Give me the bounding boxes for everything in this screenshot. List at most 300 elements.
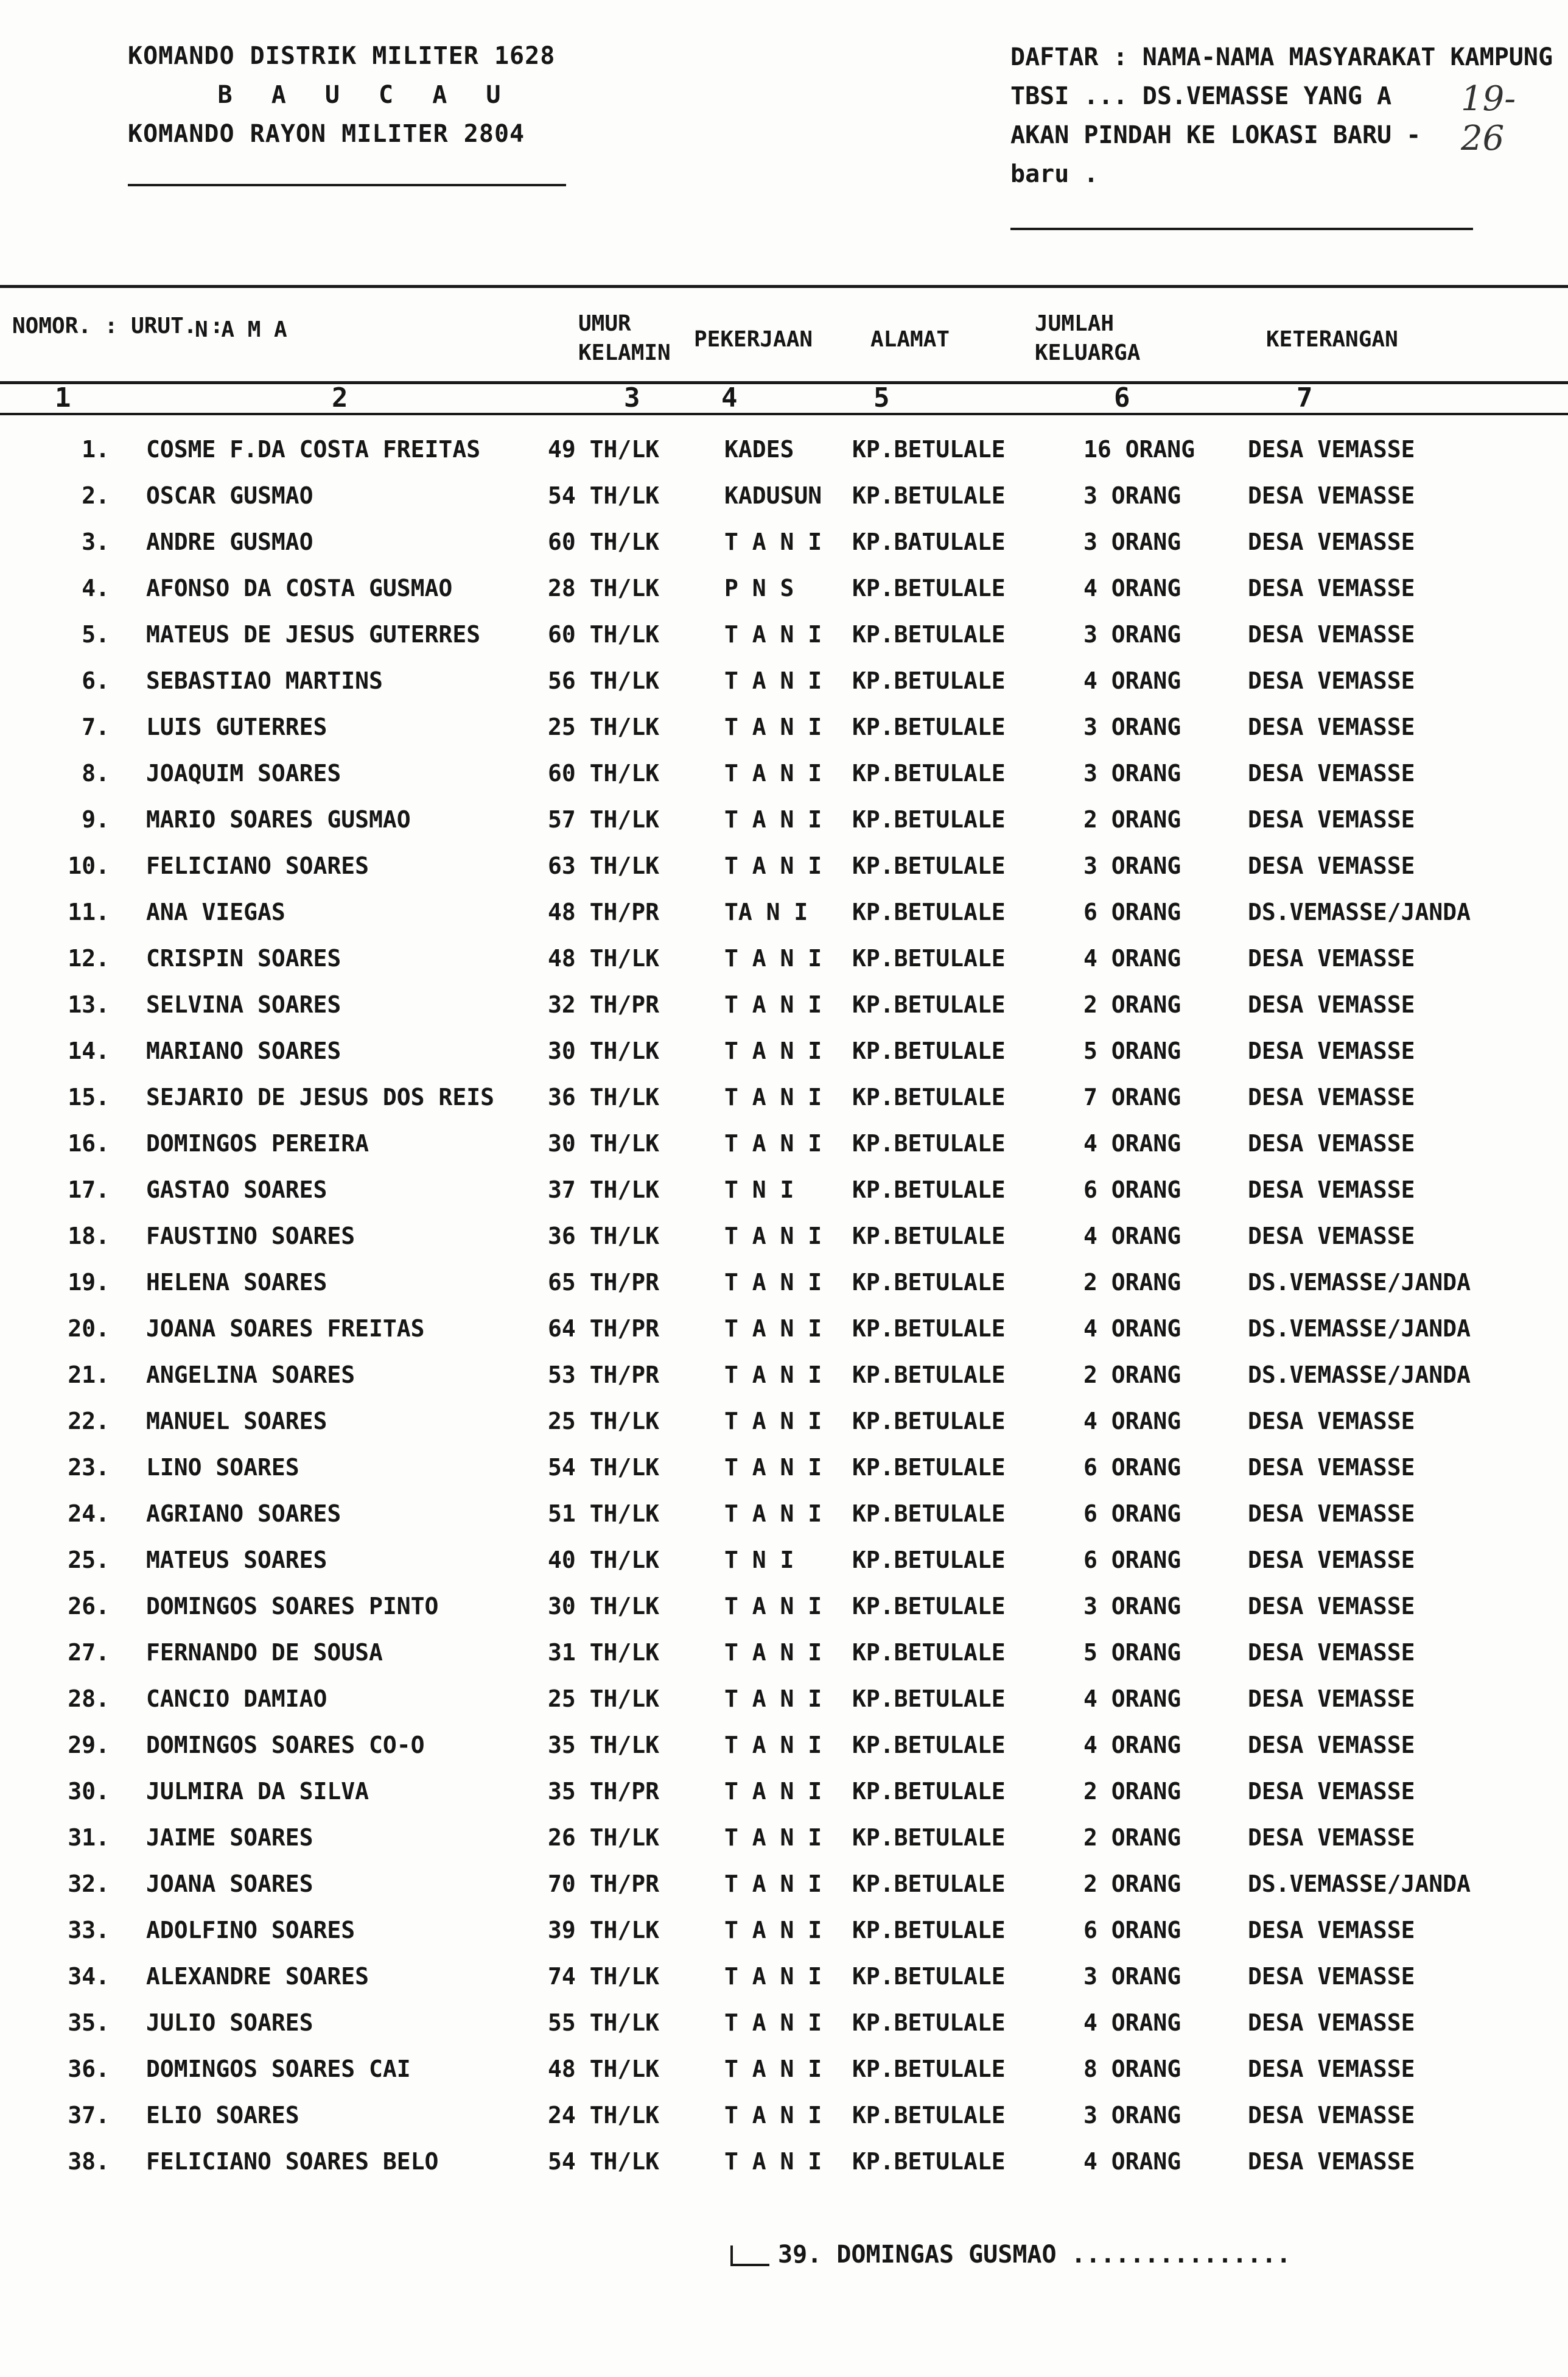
row-name: OSCAR GUSMAO [146,482,313,509]
row-occupation: T A N I [724,667,822,694]
row-number: 23. [68,1454,110,1481]
row-address: KP.BETULALE [852,1963,1006,1990]
row-address: KP.BETULALE [852,1038,1006,1064]
row-name: JULMIRA DA SILVA [146,1778,369,1805]
col-header-age: UMUR KELAMIN [578,311,671,365]
row-remarks: DESA VEMASSE [1248,2102,1415,2129]
row-name: DOMINGOS SOARES CO-O [146,1732,425,1758]
row-occupation: T A N I [724,760,822,787]
row-name: CRISPIN SOARES [146,945,341,972]
row-age-sex: 35 TH/LK [548,1732,660,1758]
row-number: 33. [68,1917,110,1943]
row-family-size: 4 ORANG [1083,1408,1181,1434]
row-remarks: DESA VEMASSE [1248,2009,1415,2036]
row-name: COSME F.DA COSTA FREITAS [146,436,481,463]
col-number-3: 3 [624,382,640,413]
row-name: DOMINGOS SOARES PINTO [146,1593,439,1620]
row-remarks: DESA VEMASSE [1248,1223,1415,1249]
row-name: FERNANDO DE SOUSA [146,1639,383,1666]
row-remarks: DESA VEMASSE [1248,1084,1415,1111]
title-line-1: DAFTAR : NAMA-NAMA MASYARAKAT KAMPUNG [1010,43,1553,71]
row-number: 35. [68,2009,110,2036]
letterhead-line-3: KOMANDO RAYON MILITER 2804 [128,120,525,148]
row-remarks: DESA VEMASSE [1248,1778,1415,1805]
row-occupation: T A N I [724,2009,822,2036]
row-address: KP.BETULALE [852,760,1006,787]
row-age-sex: 51 TH/LK [548,1500,660,1527]
row-remarks: DESA VEMASSE [1248,2056,1415,2082]
row-age-sex: 25 TH/LK [548,714,660,740]
row-family-size: 6 ORANG [1083,899,1181,925]
col-number-2: 2 [332,382,348,413]
table-row [0,1907,1568,1953]
row-number: 27. [68,1639,110,1666]
row-remarks: DESA VEMASSE [1248,1500,1415,1527]
row-occupation: T A N I [724,714,822,740]
row-address: KP.BETULALE [852,945,1006,972]
row-number: 32. [68,1870,110,1897]
document-title [1010,38,1553,194]
row-occupation: T A N I [724,1038,822,1064]
row-age-sex: 57 TH/LK [548,806,660,833]
row-age-sex: 48 TH/LK [548,945,660,972]
row-address: KP.BETULALE [852,2056,1006,2082]
row-remarks: DESA VEMASSE [1248,482,1415,509]
row-occupation: T A N I [724,1500,822,1527]
row-name: MANUEL SOARES [146,1408,327,1434]
row-remarks: DESA VEMASSE [1248,436,1415,463]
row-age-sex: 56 TH/LK [548,667,660,694]
col-header-addr: ALAMAT [870,327,950,352]
row-number: 16. [68,1130,110,1157]
row-remarks: DESA VEMASSE [1248,991,1415,1018]
row-number: 28. [68,1685,110,1712]
row-name: ELIO SOARES [146,2102,299,2129]
row-address: KP.BETULALE [852,1639,1006,1666]
row-number: 36. [68,2056,110,2082]
row-family-size: 6 ORANG [1083,1500,1181,1527]
table-row [0,1120,1568,1167]
row-age-sex: 37 TH/LK [548,1176,660,1203]
table-row [0,2046,1568,2092]
row-occupation: T A N I [724,1084,822,1111]
letterhead-underline [128,184,566,186]
row-occupation: T A N I [724,1130,822,1157]
row-number: 9. [82,806,110,833]
row-family-size: 3 ORANG [1083,852,1181,879]
row-family-size: 6 ORANG [1083,1547,1181,1573]
row-age-sex: 31 TH/LK [548,1639,660,1666]
col-number-1: 1 [55,382,71,413]
row-number: 24. [68,1500,110,1527]
row-address: KP.BETULALE [852,667,1006,694]
row-occupation: T A N I [724,945,822,972]
row-name: AFONSO DA COSTA GUSMAO [146,575,453,602]
row-address: KP.BETULALE [852,621,1006,648]
row-family-size: 6 ORANG [1083,1454,1181,1481]
row-age-sex: 60 TH/LK [548,528,660,555]
table-row [0,658,1568,704]
row-name: FAUSTINO SOARES [146,1223,355,1249]
row-address: KP.BETULALE [852,2102,1006,2129]
row-occupation: P N S [724,575,794,602]
row-occupation: T A N I [724,1917,822,1943]
row-number: 38. [68,2148,110,2175]
row-family-size: 3 ORANG [1083,621,1181,648]
row-remarks: DESA VEMASSE [1248,852,1415,879]
row-address: KP.BETULALE [852,1500,1006,1527]
row-address: KP.BETULALE [852,1130,1006,1157]
row-number: 30. [68,1778,110,1805]
table-row [0,1259,1568,1305]
row-family-size: 4 ORANG [1083,1685,1181,1712]
row-name: SEBASTIAO MARTINS [146,667,383,694]
row-age-sex: 30 TH/LK [548,1593,660,1620]
row-family-size: 3 ORANG [1083,760,1181,787]
title-line-3: AKAN PINDAH KE LOKASI BARU - [1010,121,1421,149]
row-number: 13. [68,991,110,1018]
row-remarks: DESA VEMASSE [1248,1917,1415,1943]
row-occupation: T A N I [724,1223,822,1249]
row-occupation: T A N I [724,806,822,833]
col-header-name: N A M A [195,317,287,342]
row-family-size: 2 ORANG [1083,1870,1181,1897]
row-remarks: DESA VEMASSE [1248,1639,1415,1666]
row-family-size: 4 ORANG [1083,1223,1181,1249]
row-number: 8. [82,760,110,787]
row-occupation: KADES [724,436,794,463]
row-family-size: 2 ORANG [1083,991,1181,1018]
row-number: 17. [68,1176,110,1203]
title-line-4: baru . [1010,160,1099,188]
row-family-size: 5 ORANG [1083,1639,1181,1666]
row-age-sex: 26 TH/LK [548,1824,660,1851]
row-number: 18. [68,1223,110,1249]
table-row [0,1213,1568,1259]
letterhead-line-2: B A U C A U [217,81,513,109]
row-occupation: T A N I [724,852,822,879]
header-rule [0,381,1568,384]
row-address: KP.BETULALE [852,1732,1006,1758]
table-row [0,1444,1568,1490]
row-number: 6. [82,667,110,694]
table-row [0,1629,1568,1676]
row-family-size: 4 ORANG [1083,1130,1181,1157]
row-family-size: 16 ORANG [1083,436,1195,463]
row-name: DOMINGOS SOARES CAI [146,2056,411,2082]
table-row [0,935,1568,981]
row-name: LUIS GUTERRES [146,714,327,740]
row-family-size: 4 ORANG [1083,1315,1181,1342]
handwritten-annotation: 19-26 [1461,79,1516,158]
row-occupation: TA N I [724,899,808,925]
footer-note-text: 39. DOMINGAS GUSMAO ............... [778,2241,1291,2269]
row-address: KP.BETULALE [852,1454,1006,1481]
row-remarks: DESA VEMASSE [1248,1454,1415,1481]
row-age-sex: 53 TH/PR [548,1361,660,1388]
row-address: KP.BETULALE [852,899,1006,925]
row-remarks: DESA VEMASSE [1248,667,1415,694]
table-row [0,1722,1568,1768]
row-age-sex: 35 TH/PR [548,1778,660,1805]
row-remarks: DESA VEMASSE [1248,1176,1415,1203]
table-row [0,565,1568,611]
table-row [0,981,1568,1028]
row-name: SEJARIO DE JESUS DOS REIS [146,1084,494,1111]
row-family-size: 6 ORANG [1083,1176,1181,1203]
row-name: JOANA SOARES FREITAS [146,1315,425,1342]
row-name: LINO SOARES [146,1454,299,1481]
table-row [0,1861,1568,1907]
row-name: FELICIANO SOARES [146,852,369,879]
row-number: 3. [82,528,110,555]
table-row [0,1028,1568,1074]
row-name: JOANA SOARES [146,1870,313,1897]
row-remarks: DESA VEMASSE [1248,1408,1415,1434]
table-row [0,1490,1568,1537]
table-row [0,1398,1568,1444]
table-header [0,309,1568,376]
row-number: 34. [68,1963,110,1990]
row-age-sex: 36 TH/LK [548,1084,660,1111]
row-number: 14. [68,1038,110,1064]
table-row [0,1953,1568,2000]
row-occupation: T A N I [724,1315,822,1342]
col-header-no: NOMOR. : URUT. : [12,314,223,339]
row-age-sex: 54 TH/LK [548,1454,660,1481]
row-family-size: 4 ORANG [1083,945,1181,972]
row-name: GASTAO SOARES [146,1176,327,1203]
row-occupation: T A N I [724,1963,822,1990]
row-age-sex: 60 TH/LK [548,760,660,787]
row-family-size: 2 ORANG [1083,1778,1181,1805]
row-address: KP.BETULALE [852,1176,1006,1203]
row-age-sex: 54 TH/LK [548,482,660,509]
row-address: KP.BATULALE [852,528,1006,555]
row-family-size: 3 ORANG [1083,528,1181,555]
row-family-size: 4 ORANG [1083,1732,1181,1758]
row-address: KP.BETULALE [852,482,1006,509]
table-row [0,426,1568,472]
row-number: 31. [68,1824,110,1851]
row-remarks: DESA VEMASSE [1248,1685,1415,1712]
row-family-size: 7 ORANG [1083,1084,1181,1111]
row-occupation: T N I [724,1176,794,1203]
table-row [0,843,1568,889]
row-family-size: 2 ORANG [1083,1269,1181,1296]
table-row [0,611,1568,658]
row-number: 29. [68,1732,110,1758]
table-row [0,1814,1568,1861]
row-address: KP.BETULALE [852,1870,1006,1897]
row-occupation: T N I [724,1547,794,1573]
table-row [0,2000,1568,2046]
row-address: KP.BETULALE [852,436,1006,463]
table-row [0,750,1568,796]
row-address: KP.BETULALE [852,1824,1006,1851]
row-remarks: DESA VEMASSE [1248,621,1415,648]
row-family-size: 3 ORANG [1083,482,1181,509]
row-occupation: T A N I [724,1408,822,1434]
row-address: KP.BETULALE [852,575,1006,602]
row-address: KP.BETULALE [852,806,1006,833]
row-occupation: T A N I [724,1870,822,1897]
row-age-sex: 39 TH/LK [548,1917,660,1943]
row-age-sex: 48 TH/PR [548,899,660,925]
row-remarks: DS.VEMASSE/JANDA [1248,1269,1471,1296]
table-row [0,519,1568,565]
row-name: JULIO SOARES [146,2009,313,2036]
row-address: KP.BETULALE [852,1269,1006,1296]
row-age-sex: 64 TH/PR [548,1315,660,1342]
row-family-size: 2 ORANG [1083,806,1181,833]
row-age-sex: 30 TH/LK [548,1130,660,1157]
row-age-sex: 25 TH/LK [548,1408,660,1434]
row-name: JOAQUIM SOARES [146,760,341,787]
letterhead-line-1: KOMANDO DISTRIK MILITER 1628 [128,42,556,70]
col-header-note: KETERANGAN [1266,327,1398,352]
col-number-6: 6 [1114,382,1130,413]
table-row [0,1074,1568,1120]
row-number: 10. [68,852,110,879]
row-remarks: DS.VEMASSE/JANDA [1248,899,1471,925]
row-age-sex: 25 TH/LK [548,1685,660,1712]
row-number: 12. [68,945,110,972]
row-address: KP.BETULALE [852,1685,1006,1712]
row-occupation: T A N I [724,1361,822,1388]
row-family-size: 3 ORANG [1083,1963,1181,1990]
row-remarks: DESA VEMASSE [1248,945,1415,972]
table-row [0,1768,1568,1814]
row-occupation: KADUSUN [724,482,822,509]
row-occupation: T A N I [724,1269,822,1296]
row-age-sex: 54 TH/LK [548,2148,660,2175]
row-number: 21. [68,1361,110,1388]
row-number: 7. [82,714,110,740]
row-name: FELICIANO SOARES BELO [146,2148,439,2175]
row-name: DOMINGOS PEREIRA [146,1130,369,1157]
row-occupation: T A N I [724,1685,822,1712]
checkmark-icon [730,2245,769,2266]
row-occupation: T A N I [724,2148,822,2175]
table-row [0,1583,1568,1629]
row-remarks: DESA VEMASSE [1248,714,1415,740]
row-address: KP.BETULALE [852,1547,1006,1573]
row-remarks: DESA VEMASSE [1248,575,1415,602]
row-occupation: T A N I [724,2102,822,2129]
col-number-5: 5 [873,382,890,413]
row-address: KP.BETULALE [852,1593,1006,1620]
row-name: JAIME SOARES [146,1824,313,1851]
row-remarks: DESA VEMASSE [1248,1593,1415,1620]
row-family-size: 2 ORANG [1083,1824,1181,1851]
row-remarks: DESA VEMASSE [1248,528,1415,555]
table-body [0,426,1568,2185]
table-row [0,472,1568,519]
row-name: ANA VIEGAS [146,899,285,925]
table-row [0,2092,1568,2138]
row-remarks: DESA VEMASSE [1248,806,1415,833]
table-row [0,1167,1568,1213]
table-row [0,1352,1568,1398]
col-header-job: PEKERJAAN [694,327,813,352]
title-underline [1010,228,1473,230]
table-row [0,704,1568,750]
row-number: 20. [68,1315,110,1342]
footer-note [730,2241,1291,2269]
row-age-sex: 24 TH/LK [548,2102,660,2129]
row-name: SELVINA SOARES [146,991,341,1018]
row-remarks: DS.VEMASSE/JANDA [1248,1361,1471,1388]
row-address: KP.BETULALE [852,1917,1006,1943]
row-remarks: DESA VEMASSE [1248,760,1415,787]
row-family-size: 6 ORANG [1083,1917,1181,1943]
row-family-size: 4 ORANG [1083,575,1181,602]
row-remarks: DESA VEMASSE [1248,1130,1415,1157]
row-address: KP.BETULALE [852,1084,1006,1111]
row-age-sex: 70 TH/PR [548,1870,660,1897]
row-occupation: T A N I [724,1824,822,1851]
row-number: 15. [68,1084,110,1111]
row-family-size: 3 ORANG [1083,2102,1181,2129]
row-occupation: T A N I [724,991,822,1018]
row-remarks: DESA VEMASSE [1248,1547,1415,1573]
table-row [0,889,1568,935]
row-number: 11. [68,899,110,925]
col-number-7: 7 [1297,382,1313,413]
row-name: HELENA SOARES [146,1269,327,1296]
table-row [0,1537,1568,1583]
row-address: KP.BETULALE [852,714,1006,740]
row-name: MATEUS DE JESUS GUTERRES [146,621,481,648]
row-age-sex: 48 TH/LK [548,2056,660,2082]
row-occupation: T A N I [724,1778,822,1805]
table-row [0,796,1568,843]
row-occupation: T A N I [724,2056,822,2082]
row-family-size: 5 ORANG [1083,1038,1181,1064]
row-remarks: DS.VEMASSE/JANDA [1248,1315,1471,1342]
row-occupation: T A N I [724,528,822,555]
row-number: 22. [68,1408,110,1434]
row-occupation: T A N I [724,1593,822,1620]
row-remarks: DESA VEMASSE [1248,1038,1415,1064]
row-address: KP.BETULALE [852,1778,1006,1805]
row-age-sex: 28 TH/LK [548,575,660,602]
row-number: 2. [82,482,110,509]
row-age-sex: 40 TH/LK [548,1547,660,1573]
row-number: 1. [82,436,110,463]
row-age-sex: 32 TH/PR [548,991,660,1018]
row-address: KP.BETULALE [852,2009,1006,2036]
row-age-sex: 55 TH/LK [548,2009,660,2036]
row-family-size: 3 ORANG [1083,1593,1181,1620]
row-age-sex: 65 TH/PR [548,1269,660,1296]
row-occupation: T A N I [724,621,822,648]
row-name: MARIANO SOARES [146,1038,341,1064]
title-line-2: TBSI ... DS.VEMASSE YANG A [1010,82,1392,110]
row-age-sex: 49 TH/LK [548,436,660,463]
row-address: KP.BETULALE [852,1408,1006,1434]
row-name: CANCIO DAMIAO [146,1685,327,1712]
row-remarks: DESA VEMASSE [1248,1732,1415,1758]
row-age-sex: 30 TH/LK [548,1038,660,1064]
row-family-size: 4 ORANG [1083,667,1181,694]
row-name: ANGELINA SOARES [146,1361,355,1388]
row-remarks: DS.VEMASSE/JANDA [1248,1870,1471,1897]
row-occupation: T A N I [724,1639,822,1666]
row-age-sex: 74 TH/LK [548,1963,660,1990]
row-number: 5. [82,621,110,648]
